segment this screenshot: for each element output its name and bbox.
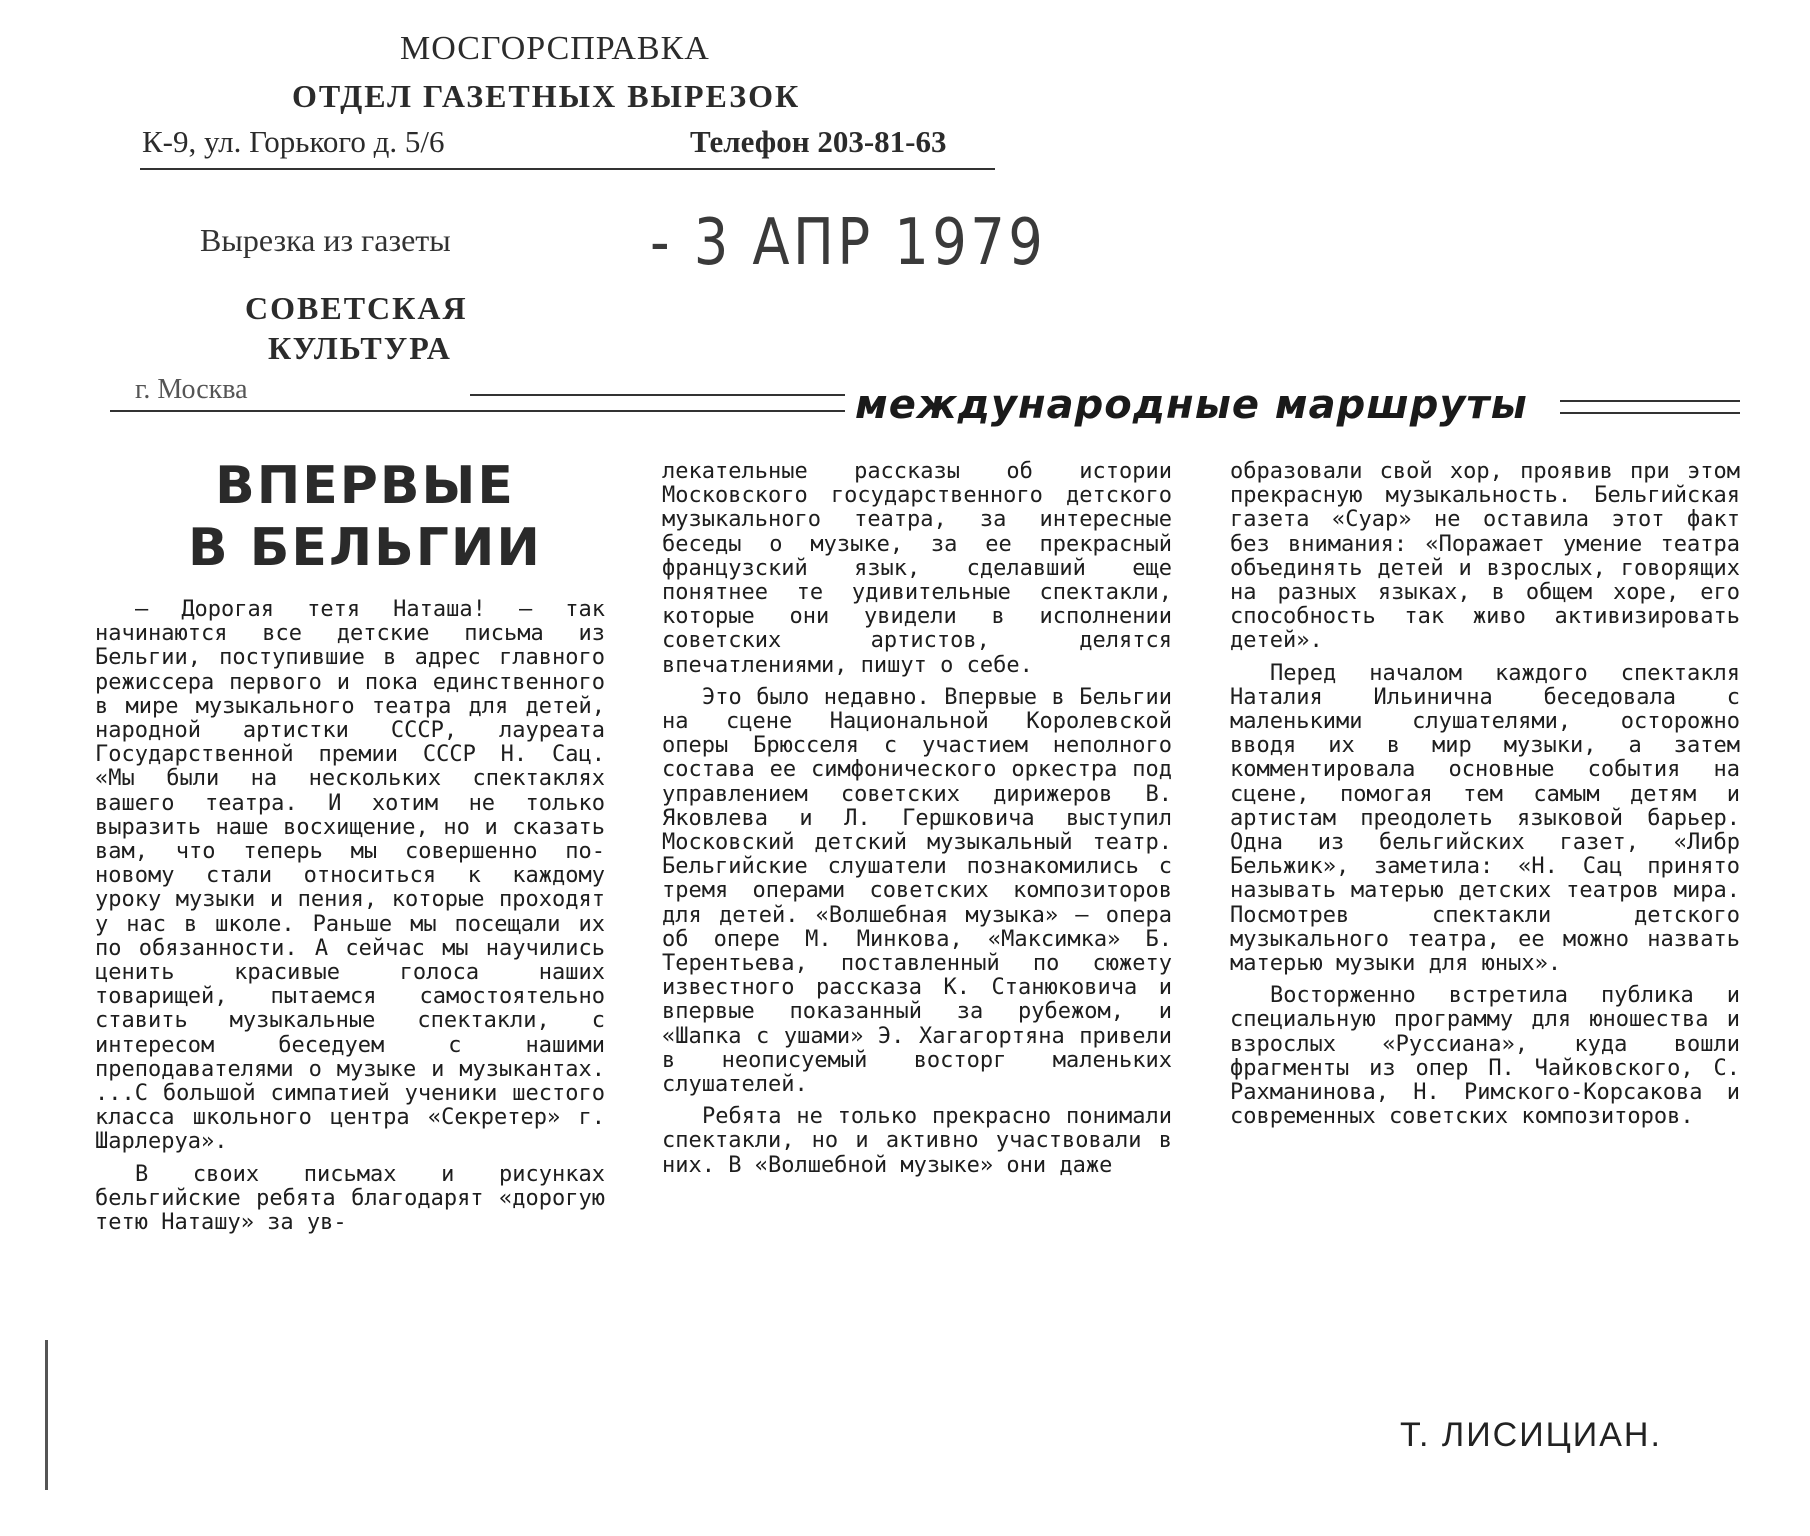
rubric-rule-right-top <box>1560 400 1740 402</box>
address: К-9, ул. Горького д. 5/6 <box>142 124 445 159</box>
clipping-label: Вырезка из газеты <box>200 222 451 258</box>
paragraph: Перед началом каждого спектакля Наталия Ильинична беседовала с маленькими слушателями, осторожно вводя их в мир музыки, а затем комментировала основные события на сцене, помогая тем самым детям и артистам преодолеть языковой барьер. Одна из бельгийских газет, «Либр Бельжик», заметила: «Н. Сац принято называть матерью детских театров мира. Посмотрев спектакли детского музыкального театра, ее можно назвать матерью музыки для юных». <box>1230 660 1740 977</box>
author-signature: Т. ЛИСИЦИАН. <box>1400 1416 1662 1454</box>
department-title: ОТДЕЛ ГАЗЕТНЫХ ВЫРЕЗОК <box>292 78 801 114</box>
rubric-rule-left-bottom <box>110 410 850 412</box>
paragraph: образовали свой хор, проявив при этом прекрасную музыкальность. Бельгийская газета «Суар» не оставила этот факт без внимания: «Поражает умение театра объединять детей и взрослых, говорящих на разных языках, в общем хоре, его способность так живо активизировать детей». <box>1230 459 1740 654</box>
paragraph: В своих письмах и рисунках бельгийские ребята благодарят «дорогую тетю Наташу» за ув- <box>95 1161 605 1236</box>
agency-title: МОСГОРСПРАВКА <box>400 30 710 67</box>
rubric-rule-right-bottom <box>1560 412 1740 414</box>
headline-line2: В БЕЛЬГИИ <box>188 518 542 578</box>
paragraph: Ребята не только прекрасно понимали спектакли, но и активно участвовали в них. В «Волшебной музыке» они даже <box>662 1104 1172 1178</box>
date-stamp: - 3 АПР 1979 <box>650 206 1047 280</box>
phone-number: Телефон 203-81-63 <box>690 124 947 159</box>
newspaper-name-line1: СОВЕТСКАЯ <box>245 290 468 326</box>
paragraph: лекательные рассказы об истории Московского государственного детского музыкального театра, за интересные беседы о музыке, за ее прекрасный французский язык, сделавший еще понятнее те удивительные спектакли, которые они увидели в исполнении советских артистов, делятся впечатлениями, пишут о себе. <box>662 459 1172 678</box>
rubric-title: международные маршруты <box>845 382 1538 428</box>
rubric-rule-left-top <box>470 394 850 396</box>
headline-line1: ВПЕРВЫЕ <box>215 456 515 516</box>
article-column-1 <box>95 598 605 1235</box>
article-column-3 <box>1230 460 1740 1129</box>
paragraph: — Дорогая тетя Наташа! — так начинаются все детские письма из Бельгии, поступившие в адрес главного режиссера первого и пока единственного в мире музыкального театра для детей, народной артистки СССР, лауреата Государственной премии СССР Н. Сац. «Мы были на нескольких спектаклях вашего театра. И хотим не только выразить наше восхищение, но и сказать вам, что теперь мы совершенно по-новому стали относиться к каждому уроку музыки и пения, которые проходят у нас в школе. Раньше мы посещали их по обязанности. А сейчас мы научились ценить красивые голоса наших товарищей, пытаемся самостоятельно ставить музыкальные спектакли, с интересом беседуем с нашими преподавателями о музыке и музыкантах. ...С большой симпатией ученики шестого класса школьного центра «Секретер» г. Шарлеруа». <box>95 597 605 1155</box>
article-headline <box>180 455 550 579</box>
paragraph: Это было недавно. Впервые в Бельгии на сцене Национальной Королевской оперы Брюсселя с участием неполного состава ее симфонического оркестра под управлением советских дирижеров В. Яковлева и Л. Гершковича выступил Московский детский музыкальный театр. Бельгийские слушатели познакомились с тремя операми советских композиторов для детей. «Волшебная музыка» — опера об опере М. Минкова, «Максимка» Б. Терентьева, поставленный по сюжету известного рассказа К. Станюковича и впервые показанный за рубежом, и «Шапка с ушами» Э. Хагагортяна привели в неописуемый восторг маленьких слушателей. <box>662 684 1172 1098</box>
stamp-divider <box>140 168 995 170</box>
article-column-2 <box>662 460 1172 1178</box>
city: г. Москва <box>135 374 248 405</box>
paragraph: Восторженно встретила публика и специальную программу для юношества и взрослых «Руссиана», куда вошли фрагменты из опер П. Чайковского, С. Рахманинова, Н. Римского-Корсакова и современных советских композиторов. <box>1230 983 1740 1130</box>
margin-mark <box>45 1340 48 1490</box>
newspaper-name-line2: КУЛЬТУРА <box>268 330 452 366</box>
